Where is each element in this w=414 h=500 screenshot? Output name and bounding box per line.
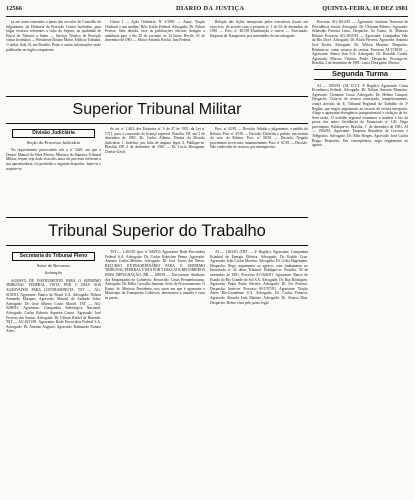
- text-paragraph: Proc. nº 42/81 — Decisão: Adiado o julgamento, a pedido do Relator. Proc. nº 45/81 — Decisão: Deferido o pedido, nos termos do voto do Relator. Proc. nº 58/81 — Decisão: Negado provimento ao recurso, unanimemente. Proc. nº 61/81 — Decisão: Não conhecido do recurso, por intempestivo.: [210, 127, 308, 150]
- section-banner-tst: Tribunal Superior do Trabalho: [6, 217, 308, 246]
- text-paragraph: ça em autos remetidos a pauta das ses-sões do Conselho de Julgamento, da Diretoria de Proteção Contra Incêndios, para julgar recursos referentes a valor do Seguro, na qualidade de Fiscal de Tributos a Saber — Serviço Técnico de Proteção contra Incêndios — Presidente Doutor Mario, Edifício Tribunal, 1ª andar, Sala 10, em Brasília. Prazo e outras informações serão publicadas no órgão competente.: [6, 20, 101, 52]
- page-header: [6, 4, 408, 17]
- tst-column-2: [105, 250, 205, 494]
- top-column-2: [105, 20, 205, 58]
- segunda-turma-heading: Segunda Turma: [314, 69, 406, 80]
- page-number: 12566: [6, 5, 22, 12]
- tst-column-1: [6, 250, 101, 494]
- text-paragraph: Classe I — Ação Ordinária. Nº 4/1981 — Autor: Viação Ottoboni e sua mulher; Réu: União Federal. Advogado: Dr. Nilson Pereira. Sem dúvida, face às publicações oficiais, designo a audiência para o dia 28 do corrente, às 14 horas. Recife, 01 de dezembro de 1981 — Marco Antonio Rocha, Juiz Federal.: [105, 20, 205, 43]
- stm-subtitle: Seção do Processo Judiciário: [26, 139, 81, 145]
- tst-subtitle: Setor de Recursos: [36, 262, 71, 268]
- publication-date: QUINTA-FEIRA, 10 DEZ 1981: [322, 5, 408, 12]
- top-column-3: [210, 20, 308, 94]
- text-paragraph: TST — 1.265/81 (por. nº 500/81). Agravante: Rede Ferroviária Federal S.A. Advogado: Dr. Carlos Robichez Penna. Agravado: Antonio Carlos Mendes. Advogado: Dr. José Torres das Neves. RECURSO EXTRAORDINÁRIO PARA O SUPREMO TRIBUNAL FEDERAL VISTA POR 5 DIAS AOS RECORRIDOS PARA IMPUGNAÇÃO. RR — 689/81 — Recorrente: Sindicato dos Empregados no Comércio. Recorrido: Casas Pernambucanas. Advogado: Dr. Hélio Carvalho Santana. Setor de Processamento. O Exmo. Sr. Ministro Presidente, nos autos em que é agravante o Município de Transportes Coletivos, determinou a juntada e vista às partes.: [105, 250, 205, 300]
- section-banner-stm: Superior Tribunal Militar: [6, 96, 308, 124]
- text-paragraph: do art. nº 1.402, dos Estatutos nº 1ª de 27 de 1951, da Lei nº 1711, para a concessão de licença especial. Brasília, DF, em 2 de dezembro de 1981. Dr. Carlos Alberto, Diretor da Divisão Judiciária. 1. Indefiro, por falta de amparo legal. 2. Publique-se. Brasília, DF, 2 de dezembro de 1981 — Dr. Lucio Doorgame, Diretor-Geral.: [105, 127, 205, 154]
- tst-column-3: [210, 250, 308, 494]
- stm-column-3: [210, 127, 308, 213]
- right-column: [312, 20, 408, 494]
- text-paragraph: AI — 1903/81. (AI. D.T.T. 3ª Região). Agravante: Caixa Econômica Federal. Advogado: Dr. Nelson Antonio Monteiro. Agravado: Clemente Costa. Advogado: Dr. Helena Campos. Despacho. Trata-se de recurso autorizado, tempestivamente, contra decisão do E. Tribunal Regional do Trabalho da 3ª Região, que negou seguimento ao recurso de revista interposto. Alega o agravante divergência jurisprudencial e violação de lei. Sem razão. O acórdão regional examinou a matéria à luz da prova dos autos. Incidência do Enunciado nº 126. Nego provimento. Publique-se. Brasília, 1º de dezembro de 1981. AI — 1904/81. Agravante: Empresa Brasileira de Correios e Telégrafos. Advogado: Dr. Aldo Borges. Agravado: José Carlos Braga. Despacho: Em conseqüência, nego seguimento ao agravo.: [312, 83, 408, 148]
- text-paragraph: Relação das Ações interpostas pelos executivos fiscais em exercício, de acordo com a portaria nº 1 de 02 de dezembro de 1981 — Proc. nº 481/81-Distribuição e outros — Executado: Empresa de Transportes, por intermédio de seu advogado.: [210, 20, 308, 38]
- text-paragraph: Processo AG-1612/81 — Agravante: Instituto Nacional de Previdência Social. Advogado: Dr. Ubiratan Ribeiro. Agravado: Sebastião Ferreira Lima. Despacho: Ao Exmo. Sr. Ministro Relator. Processo AG-1655/81 — Agravante: Companhia Vale do Rio Doce. Advogado: Dr. Paulo Ferreira. Agravado: Antonio José Rocha. Advogado: Dr. Wilson Mariano. Despacho: Reautue-se, como recurso de revista. Processo AI-1740/81 — Agravante: Banco Itaú S.A. Advogado: Dr. Ronaldo Cunha. Agravado: Marcos Vinícius Prado. Despacho: Prossiga-se. Brasília, 2 de dezembro de 1981. Lucio Doorgame, Diretor.: [312, 20, 408, 66]
- publication-title: DIARIO DA JUSTIÇA: [176, 5, 245, 12]
- top-column-1: [6, 20, 101, 58]
- stm-column-2: [105, 127, 205, 213]
- text-paragraph: No requerimento protocolado sob o nº 3449, em que o Doutor Manoel da Silva Pereira, Ministro do Superior Tribunal Militar, requer seja dado vista dos autos do processo referente à sua aposentadoria, foi proferido o seguinte despacho: Junte-se e arquive-se.: [6, 148, 101, 171]
- stm-column-1: [6, 127, 101, 213]
- stm-section-title: Divisão Judiciária: [12, 129, 95, 138]
- text-paragraph: AGRAVO DE INSTRUMENTO PARA O SUPREMO TRIBUNAL FEDERAL VISTA POR 5 DIAS AOS AGRAVADOS PARA CONTRAMINUTA. TST — AG-0103/81. Agravante: Banco do Brasil S.A. Advogado: Nelson Armando Marques. Agravado: Manoel de Andrade Silva. Advogado: Dr. José Alberto Couto Maciel. TST — AG-0208/81. Agravante: Companhia Siderúrgica Nacional. Advogado: Carlos Roberto Siqueira Castro. Agravado: José Ferreira dos Santos. Advogado: Dr. Ulisses Riedel de Resende. TST — AG-0211/81. Agravante: Rede Ferroviária Federal S.A. Advogado: Dr. Antonio Augusto. Agravado: Raimundo Nonato Alves.: [6, 278, 101, 334]
- text-paragraph: AI — 1691/81 (TRT — 4ª Região). Agravante: Companhia Estadual de Energia Elétrica. Advogado: Dr. Eraldo Cruz. Agravado: João Carlos Moreira. Advogado: Dr. Celso Hagemann. Despacho: Nego seguimento ao agravo, com fundamento no Enunciado nº 42 deste Tribunal. Publique-se. Brasília, 30 de novembro de 1981. Processo AI-1692/81. Agravante: Banco do Estado do Rio Grande do Sul S.A. Advogado: Dr. Ruy Rodrigues. Agravado: Pedro Paulo Silveira. Advogado: Dr. Ivo Ferreira. Despacho: Junte-se. Processo AI-1707/81. Agravante: Viação Aérea Rio-Grandense S.A. Advogado: Dr. Carlos Fonseca. Agravado: Ricardo Luiz Martins. Advogado: Dr. Afonso Dias. Despacho: Defiro vista pelo prazo legal.: [210, 250, 308, 305]
- tst-note: Intimação: [45, 270, 62, 276]
- tst-section-title: Secretaria do Tribunal Pleno: [12, 252, 95, 261]
